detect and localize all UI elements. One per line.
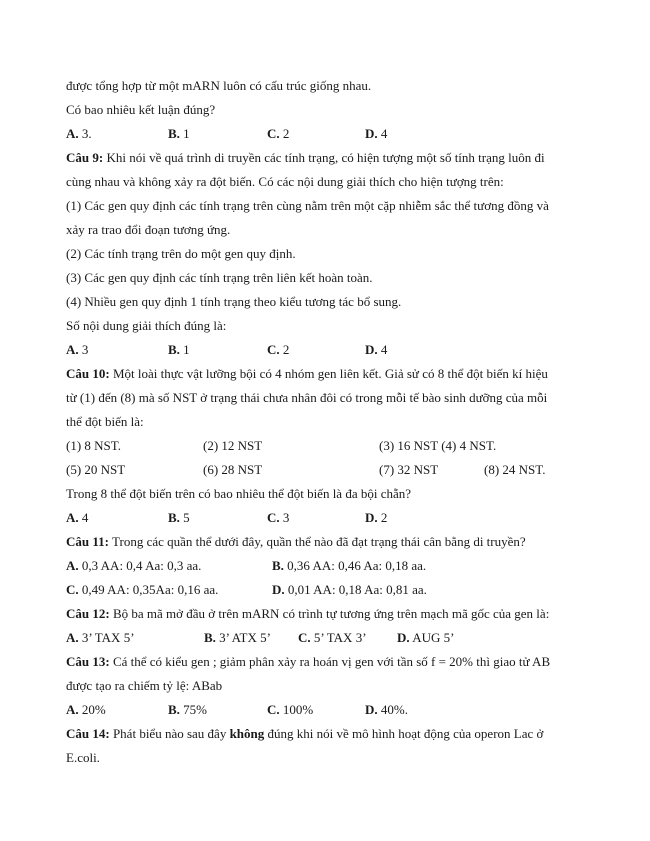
q11-option-d: D. 0,01 AA: 0,18 Aa: 0,81 aa. bbox=[272, 582, 427, 597]
q10-list-row-1 bbox=[66, 438, 610, 454]
q12-option-c: C. 5’ TAX 3’ bbox=[298, 630, 367, 645]
q12-options bbox=[66, 630, 610, 646]
q10-item-5: (5) 20 NST bbox=[66, 462, 126, 477]
q9-options bbox=[66, 342, 610, 358]
q11-option-b: B. 0,36 AA: 0,46 Aa: 0,18 aa. bbox=[272, 558, 427, 573]
q8-option-c: C. 2 bbox=[267, 126, 290, 141]
q10-item-7: (7) 32 NST bbox=[379, 462, 439, 477]
q9-statement-4: (4) Nhiều gen quy định 1 tính trạng theo kiểu tương tác bổ sung. bbox=[66, 294, 402, 309]
q9-option-a: A. 3 bbox=[66, 342, 89, 357]
q8-option-d: D. 4 bbox=[365, 126, 388, 141]
q14-label: Câu 14: bbox=[66, 726, 110, 741]
q10-option-c: C. 3 bbox=[267, 510, 290, 525]
q8-stem-tail: được tổng hợp từ một mARN luôn có cấu trúc giống nhau. bbox=[66, 78, 372, 93]
q8-options bbox=[66, 126, 610, 142]
q11-options-row-1 bbox=[66, 558, 610, 574]
q10-option-b: B. 5 bbox=[168, 510, 190, 525]
q13-option-b: B. 75% bbox=[168, 702, 208, 717]
q11-label: Câu 11: bbox=[66, 534, 109, 549]
q13-option-d: D. 40%. bbox=[365, 702, 408, 717]
q9-label: Câu 9: bbox=[66, 150, 104, 165]
q14-stem: Câu 14: Phát biểu nào sau đây không đúng khi nói về mô hình hoạt động của operon Lac ở bbox=[66, 726, 544, 741]
q10-list-row-2 bbox=[66, 462, 610, 478]
q9-option-b: B. 1 bbox=[168, 342, 190, 357]
q13-label: Câu 13: bbox=[66, 654, 110, 669]
q10-stem-cont: từ (1) đến (8) mà số NST ở trạng thái chưa nhân đôi có trong mỗi tế bào sinh dưỡng của mỗi bbox=[66, 390, 548, 405]
q13-option-a: A. 20% bbox=[66, 702, 106, 717]
q9-option-c: C. 2 bbox=[267, 342, 290, 357]
q12-option-a: A. 3’ TAX 5’ bbox=[66, 630, 135, 645]
q9-statement-3: (3) Các gen quy định các tính trạng trên liên kết hoàn toàn. bbox=[66, 270, 373, 285]
q10-item-6: (6) 28 NST bbox=[203, 462, 263, 477]
q11-options-row-2 bbox=[66, 582, 610, 598]
q9-option-d: D. 4 bbox=[365, 342, 388, 357]
q9-stem: Câu 9: Khi nói về quá trình di truyền các tính trạng, có hiện tượng một số tính trạng luôn đi bbox=[66, 150, 545, 165]
q11-option-c: C. 0,49 AA: 0,35Aa: 0,16 aa. bbox=[66, 582, 219, 597]
q10-item-8: (8) 24 NST. bbox=[484, 462, 546, 477]
q10-stem-cont-2: thể đột biến là: bbox=[66, 414, 144, 429]
q9-statement-2: (2) Các tính trạng trên do một gen quy định. bbox=[66, 246, 296, 261]
q9-question: Số nội dung giải thích đúng là: bbox=[66, 318, 227, 333]
q13-stem: Câu 13: Cá thể có kiểu gen ; giảm phân xảy ra hoán vị gen với tần số f = 20% thì giao tử AB bbox=[66, 654, 551, 669]
q8-option-b: B. 1 bbox=[168, 126, 190, 141]
q8-option-a: A. 3. bbox=[66, 126, 92, 141]
q9-statement-1-cont: xảy ra trao đổi đoạn tương ứng. bbox=[66, 222, 231, 237]
q10-stem: Câu 10: Một loài thực vật lưỡng bội có 4 nhóm gen liên kết. Giả sử có 8 thể đột biến kí hiệu bbox=[66, 366, 548, 381]
q12-option-b: B. 3’ ATX 5’ bbox=[204, 630, 271, 645]
q11-stem: Câu 11: Trong các quần thể dưới đây, quần thể nào đã đạt trạng thái cân bằng di truyền? bbox=[66, 534, 526, 549]
q9-stem-cont: cùng nhau và không xảy ra đột biến. Có các nội dung giải thích cho hiện tượng trên: bbox=[66, 174, 504, 189]
q8-question: Có bao nhiêu kết luận đúng? bbox=[66, 102, 216, 117]
q12-label: Câu 12: bbox=[66, 606, 110, 621]
q10-option-d: D. 2 bbox=[365, 510, 388, 525]
q13-options bbox=[66, 702, 610, 718]
q13-option-c: C. 100% bbox=[267, 702, 314, 717]
q10-label: Câu 10: bbox=[66, 366, 110, 381]
q9-statement-1: (1) Các gen quy định các tính trạng trên cùng nằm trên một cặp nhiễm sắc thể tương đồng và bbox=[66, 198, 549, 213]
q10-item-2: (2) 12 NST bbox=[203, 438, 263, 453]
q14-emphasis: không bbox=[229, 726, 265, 741]
q10-item-1: (1) 8 NST. bbox=[66, 438, 122, 453]
q11-option-a: A. 0,3 AA: 0,4 Aa: 0,3 aa. bbox=[66, 558, 202, 573]
q12-stem: Câu 12: Bộ ba mã mở đầu ở trên mARN có trình tự tương ứng trên mạch mã gốc của gen là: bbox=[66, 606, 550, 621]
q10-option-a: A. 4 bbox=[66, 510, 89, 525]
q14-stem-cont: E.coli. bbox=[66, 750, 100, 765]
q13-stem-cont: được tạo ra chiếm tỷ lệ: ABab bbox=[66, 678, 223, 693]
q12-option-d: D. AUG 5’ bbox=[397, 630, 455, 645]
q10-question: Trong 8 thể đột biến trên có bao nhiêu thể đột biến là đa bội chẵn? bbox=[66, 486, 412, 501]
q10-options bbox=[66, 510, 610, 526]
q10-item-3-4: (3) 16 NST (4) 4 NST. bbox=[379, 438, 497, 453]
